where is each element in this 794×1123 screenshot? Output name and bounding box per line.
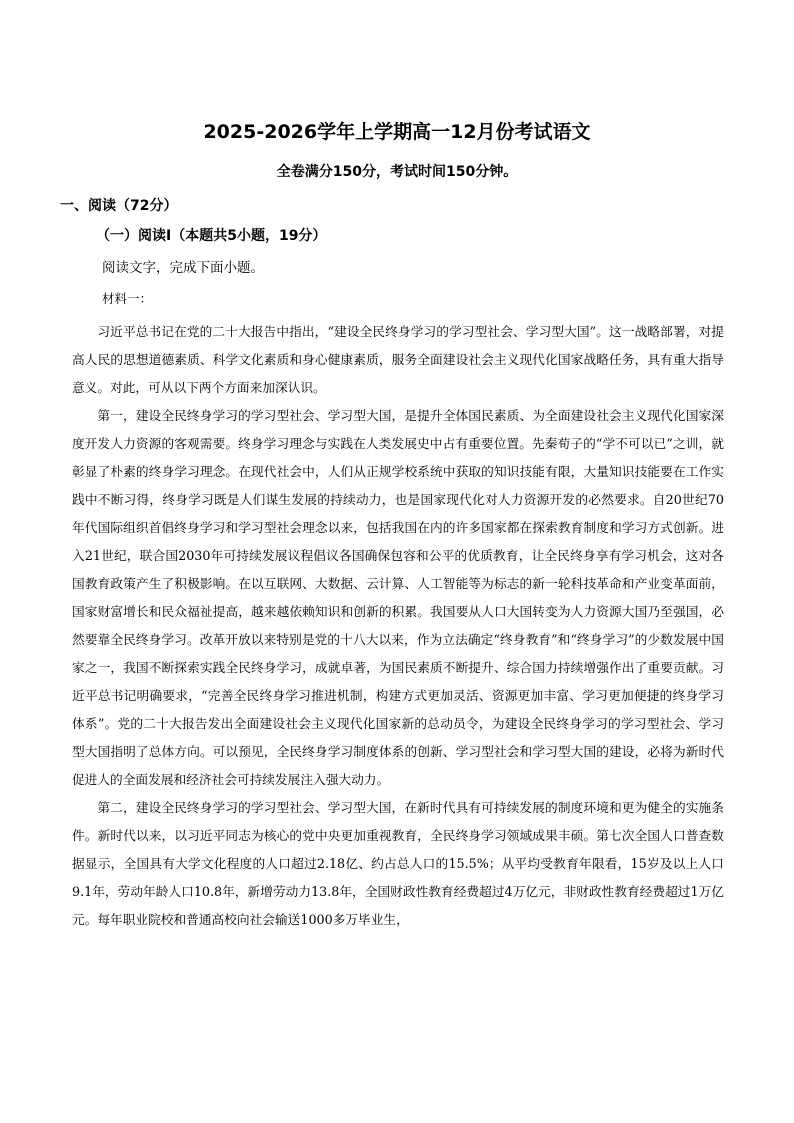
exam-subtitle: 全卷满分150分，考试时间150分钟。 — [276, 164, 518, 180]
passage-paragraph-1: 习近平总书记在党的二十大报告中指出，“建设全民终身学习的学习型社会、学习型大国”。这一战略部署，对提高人民的思想道德素质、科学文化素质和身心健康素质，服务全面建设社会主义现代化国家战略任务，具有重大指导意义。对此，可从以下两个方面来加深认识。 — [72, 324, 724, 395]
passage-body — [72, 318, 724, 934]
passage-paragraph-3: 第二，建设全民终身学习的学习型社会、学习型大国，在新时代具有可持续发展的制度环境和更为健全的实施条件。新时代以来，以习近平同志为核心的党中央更加重视教育，全民终身学习领域成果丰硕。第七次全国人口普查数据显示，全国具有大学文化程度的人口超过2.18亿、约占总人口的15.5%；从平均受教育年限看，15岁及以上人口9.1年，劳动年龄人口10.8年，新增劳动力13.8年，全国财政性教育经费超过4万亿元，非财政性教育经费超过1万亿元。每年职业院校和普通高校向社会输送1000多万毕业生， — [72, 800, 724, 927]
subsection-heading: （一）阅读Ⅰ（本题共5小题，19分） — [96, 228, 327, 244]
section-heading: 一、阅读（72分） — [60, 198, 178, 214]
reading-instruction: 阅读文字，完成下面小题。 — [102, 260, 264, 276]
material-label: 材料一： — [102, 291, 153, 306]
exam-title: 2025-2026学年上学期高一12月份考试语文 — [203, 121, 591, 143]
passage-paragraph-2: 第一，建设全民终身学习的学习型社会、学习型大国，是提升全体国民素质、为全面建设社会主义现代化国家深度开发人力资源的客观需要。终身学习理念与实践在人类发展史中占有重要位置。先秦荀子的“学不可以已”之训，就彰显了朴素的终身学习理念。在现代社会中，人们从正规学校系统中获取的知识技能有限，大量知识技能要在工作实践中不断习得，终身学习既是人们谋生发展的持续动力，也是国家现代化对人力资源开发的必然要求。自20世纪70年代国际组织首倡终身学习和学习型社会理念以来，包括我国在内的许多国家都在探索教育制度和学习方式创新。进入21世纪，联合国2030年可持续发展议程倡议各国确保包容和公平的优质教育，让全民终身享有学习机会，这对各国教育政策产生了积极影响。在以互联网、大数据、云计算、人工智能等为标志的新一轮科技革命和产业变革面前，国家财富增长和民众福祉提高，越来越依赖知识和创新的积累。我国要从人口大国转变为人力资源大国乃至强国，必然要靠全民终身学习。改革开放以来特别是党的十八大以来，作为立法确定“终身教育”和“终身学习”的少数发展中国家之一，我国不断探索实践全民终身学习，成就卓著，为国民素质不断提升、综合国力持续增强作出了重要贡献。习近平总书记明确要求，“完善全民终身学习推进机制，构建方式更加灵活、资源更加丰富、学习更加便捷的终身学习体系”。党的二十大报告发出全面建设社会主义现代化国家新的总动员令，为建设全民终身学习的学习型社会、学习型大国指明了总体方向。可以预见，全民终身学习制度体系的创新、学习型社会和学习型大国的建设，必将为新时代促进人的全面发展和经济社会可持续发展注入强大动力。 — [72, 408, 724, 787]
